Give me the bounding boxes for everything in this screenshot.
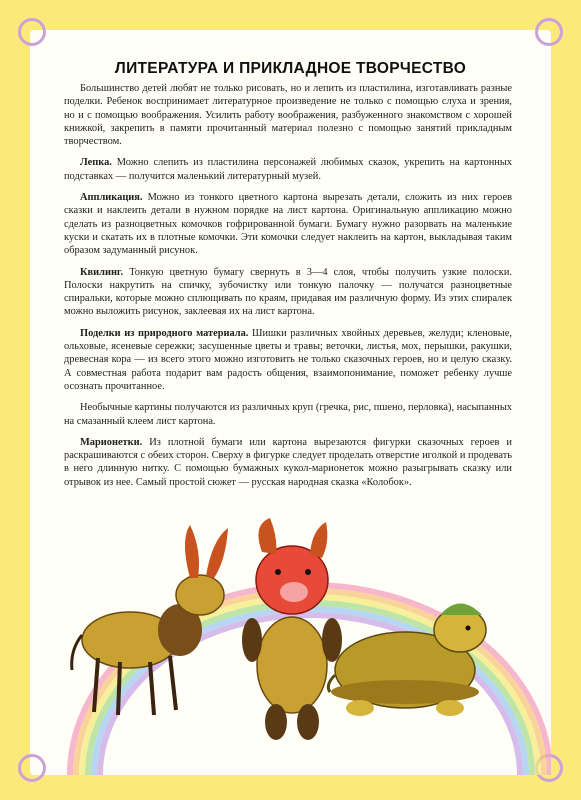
paragraph-text: Тонкую цветную бумагу свернуть в 3—4 слоя, чтобы получить узкие полоски. Полоски накрутить на спичку, зубочистку или тонкую палочку — получатся разноцветные спиральки, которые можно сплющивать по краям, придавая им различную форму. Из этих спиралек можно выложить рисунок, заклеевая их на лист картона. (64, 266, 512, 318)
paragraph (64, 327, 512, 393)
corner-ornament (535, 18, 563, 46)
paragraph-lead: Квилинг. (80, 266, 124, 278)
paragraph (64, 82, 512, 148)
paragraph-text: Из плотной бумаги или картона вырезаются фигурки сказочных героев и раскрашиваются с обеих сторон. Сверху в фигурке следует проделать отверстие иголкой и продевать в него длинную нитку. С помощью бумажных кукол-марионеток можно разыгрывать сказку или отрывок из нее. Самый простой сюжет — русская народная сказка «Колобок». (64, 436, 512, 488)
illustration (30, 470, 551, 775)
paragraph-text: Необычные картины получаются из различных круп (гречка, рис, пшено, перловка), насыпанных на смазанный клеем лист картона. (64, 402, 512, 427)
article-body (64, 82, 512, 497)
paragraph (64, 401, 512, 428)
paragraph-text: Большинство детей любят не только рисовать, но и лепить из пластилина, изготавливать разные поделки. Ребенок воспринимает литературное произведение не только с помощью слуха и зрения, но и с помощью воображения. Усилить работу воображения, разбуженного знакомством с хорошей книжкой, закрепить в памяти прочитанный материал полезно с помощью занятий прикладным творчеством. (64, 83, 512, 148)
paragraph-lead: Лепка. (80, 157, 112, 169)
paragraph-lead: Поделки из природного материала. (80, 327, 249, 339)
page-title: ЛИТЕРАТУРА И ПРИКЛАДНОЕ ТВОРЧЕСТВО (114, 60, 467, 77)
paragraph-lead: Аппликация. (80, 192, 143, 204)
paragraph-lead: Марионетки. (80, 436, 143, 448)
paragraph (64, 266, 512, 319)
paragraph (64, 191, 512, 257)
paragraph (64, 156, 512, 183)
paragraph-text: Можно слепить из пластилина персонажей любимых сказок, укрепить на картонных подставках — получится маленький литературный музей. (64, 157, 512, 182)
paragraph-text: Шишки различных хвойных деревьев, желуди; кленовые, ольховые, ясеневые сережки; засушенные цветы и травы; веточки, листья, мох, перышки, ракушки, древесная кора — из всего этого можно изготовить не только сказочных героев, но и целую сказку. А совместная работа подарит вам радость общения, взаимопонимание, поможет ребенку лучше осознать прочитанное. (64, 327, 512, 392)
piglet-figure (242, 518, 342, 740)
paragraph-text: Можно из тонкого цветного картона вырезать детали, сложить из них героев сказки и наклеить детали в нужном порядке на лист картона. Оригинальную аппликацию можно сделать из разноцветных комочков гофрированной бумаги. Бумагу нужно разорвать на маленькие куски и скатать их в плотные комочки. Эти комочки следует наклеить на картон, выкладывая таким образом задуманный рисунок. (64, 192, 512, 257)
corner-ornament (18, 18, 46, 46)
